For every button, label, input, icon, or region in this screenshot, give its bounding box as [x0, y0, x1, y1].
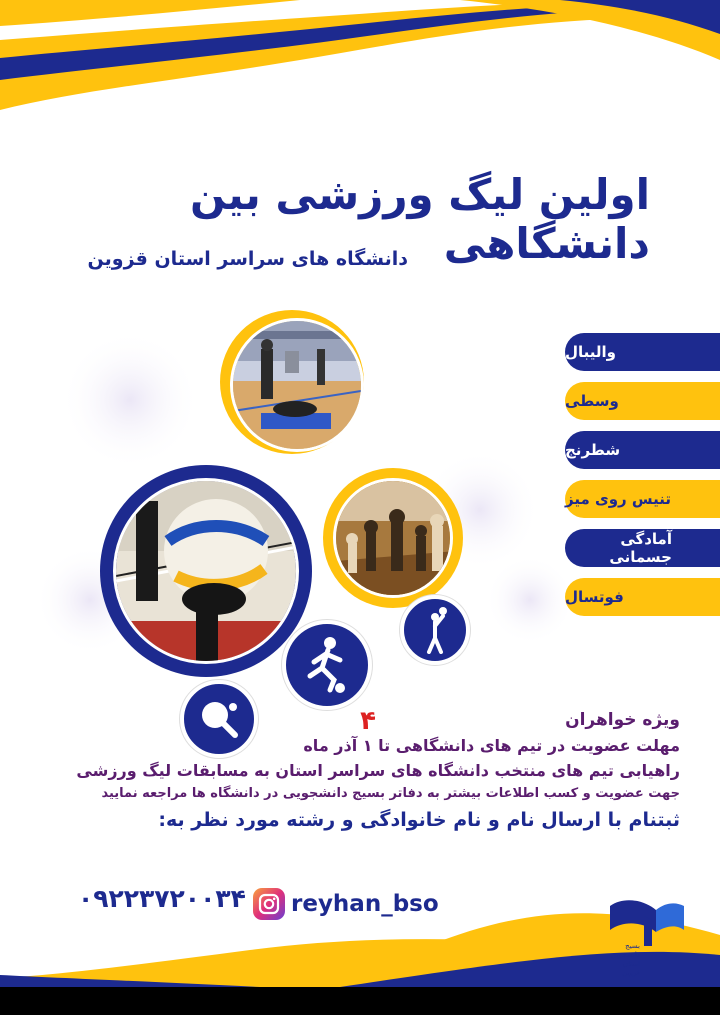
instagram-handle: reyhan_bso	[291, 891, 439, 917]
sport-volleyball[interactable]: والیبال	[565, 333, 720, 371]
volleyball-photo	[113, 478, 299, 664]
footballer-icon	[282, 620, 372, 710]
team-advance-text: راهیابی تیم های منتخب دانشگاه های سراسر استان به مسابقات لیگ ورزشی	[76, 761, 680, 780]
bsij-logo	[604, 896, 686, 978]
corrected-date-number: ۴	[360, 706, 376, 736]
info-block	[76, 710, 680, 831]
instagram-icon	[253, 888, 285, 920]
deadline-text: مهلت عضویت در تیم های دانشگاهی تا ۱ آذر ماه	[303, 736, 680, 755]
phone-number[interactable]: ۰۹۲۲۳۷۲۰۰۳۴	[78, 884, 246, 913]
instagram-link[interactable]	[253, 888, 439, 920]
page-subtitle: دانشگاه های سراسر استان قزوین	[87, 248, 408, 270]
more-info-text: جهت عضویت و کسب اطلاعات بیشتر به دفاتر بسیج دانشجویی در دانشگاه ها مراجعه نمایید	[101, 786, 680, 801]
sport-futsal[interactable]: فوتسال	[565, 578, 720, 616]
gym-exercise-photo	[230, 318, 364, 452]
logo-caption: بسیج دانشجویی استان قزوین	[610, 942, 640, 977]
sport-chess[interactable]: شطرنج	[565, 431, 720, 469]
register-instructions: ثبتنام با ارسال نام و نام خانوادگی و رشته مورد نظر به:	[158, 809, 680, 831]
sports-list	[565, 333, 720, 627]
women-only-label: ویژه خواهران	[565, 710, 680, 730]
sport-fitness[interactable]: آمادگی جسمانی	[565, 529, 720, 567]
page-title: اولین لیگ ورزشی بین دانشگاهی	[190, 170, 650, 268]
sport-table-tennis[interactable]: تنیس روی میز	[565, 480, 720, 518]
sport-dodgeball[interactable]: وسطی	[565, 382, 720, 420]
volleyball-player-icon	[400, 595, 470, 665]
chess-photo	[333, 478, 453, 598]
